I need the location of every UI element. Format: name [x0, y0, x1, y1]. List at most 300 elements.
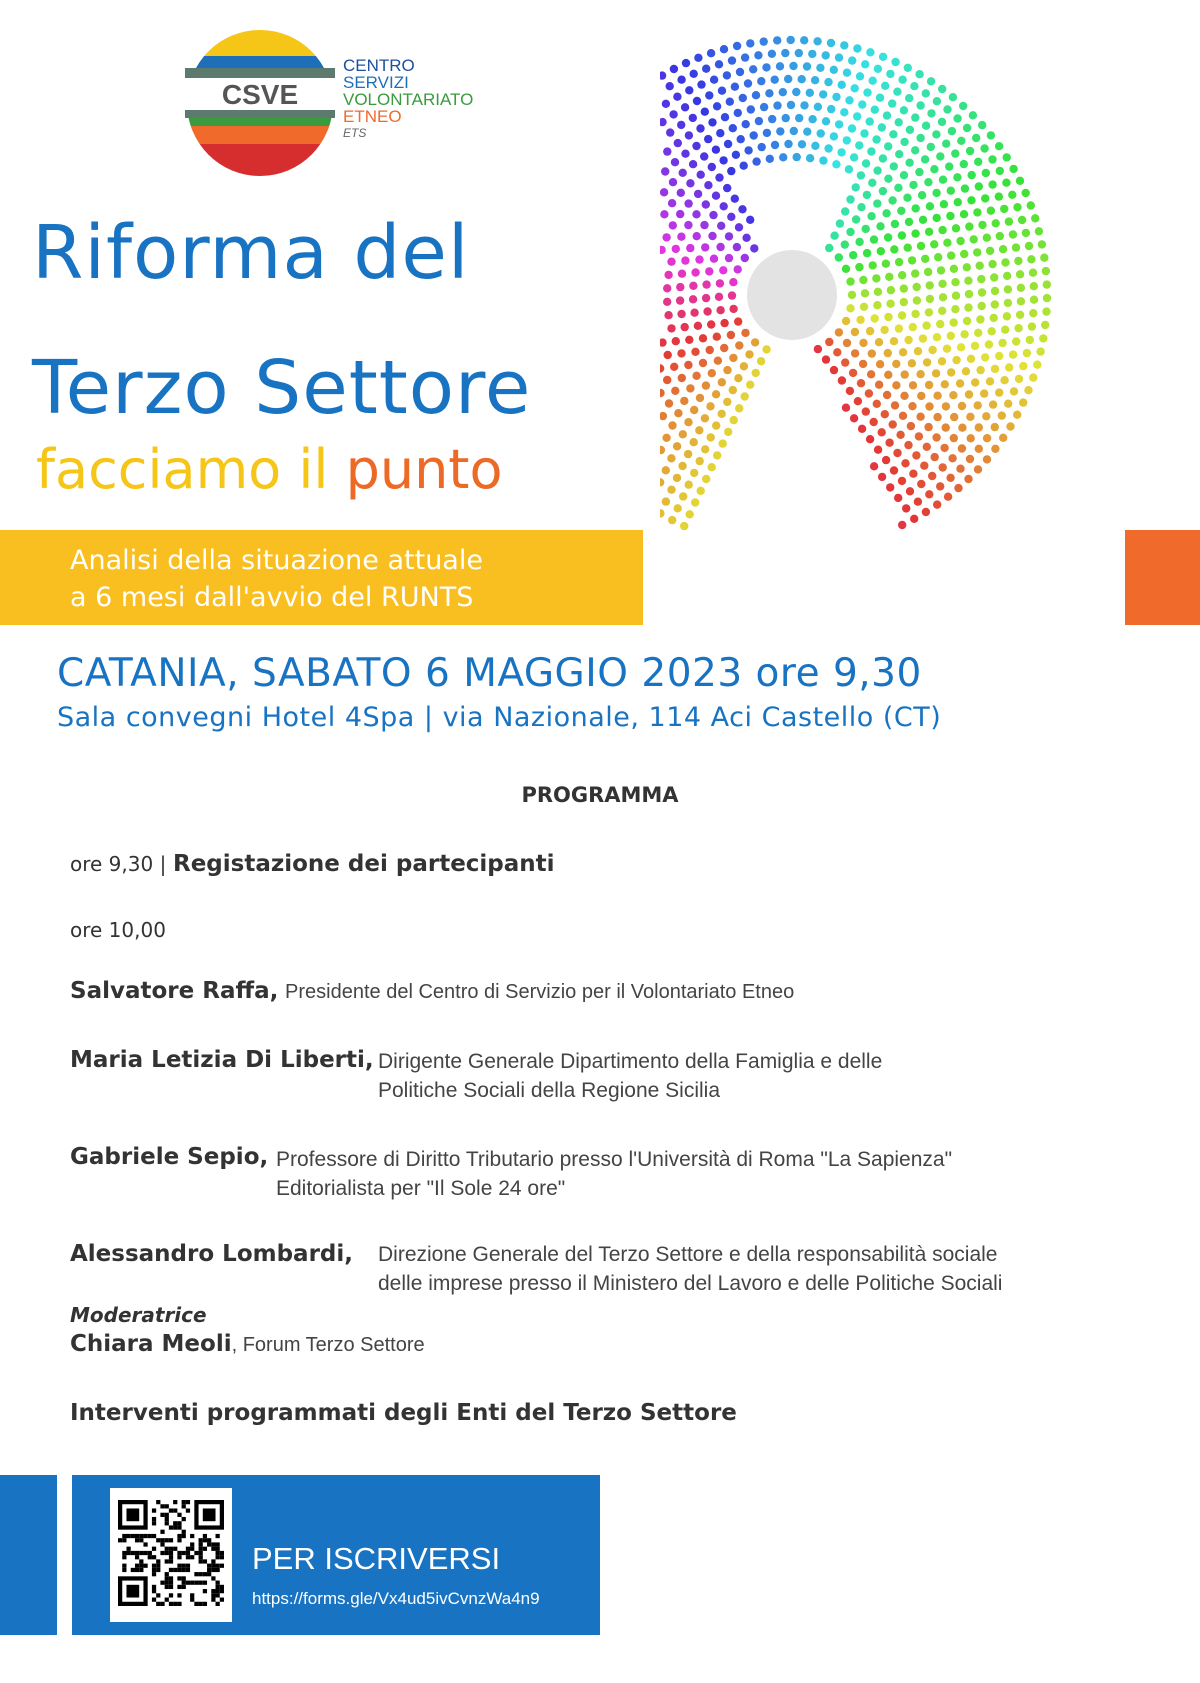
wheel-dot — [928, 346, 936, 354]
wheel-dot — [679, 492, 687, 500]
wheel-dot — [720, 319, 728, 327]
wheel-dot — [741, 53, 749, 61]
wheel-dot — [697, 171, 705, 179]
wheel-dot — [933, 500, 941, 508]
wheel-dot — [936, 320, 944, 328]
wheel-dot — [727, 331, 735, 339]
wheel-dot — [702, 381, 710, 389]
wheel-dot — [958, 424, 966, 432]
wheel-dot — [845, 96, 853, 104]
wheel-dot — [998, 339, 1006, 347]
wheel-dot — [952, 292, 960, 300]
wheel-dot — [676, 283, 684, 291]
wheel-dot — [842, 265, 850, 273]
wheel-dot — [674, 409, 682, 417]
wheel-dot — [738, 205, 746, 213]
speaker-role-line-1: Professore di Diritto Tributario presso l'Università di Roma "La Sapienza" — [276, 1148, 953, 1171]
wheel-dot — [720, 344, 728, 352]
wheel-dot — [728, 291, 736, 299]
wheel-dot — [911, 269, 919, 277]
wheel-dot — [895, 150, 903, 158]
wheel-dot — [741, 392, 749, 400]
wheel-dot — [933, 214, 941, 222]
wheel-dot — [905, 94, 913, 102]
wheel-dot — [705, 91, 713, 99]
wheel-dot — [694, 54, 702, 62]
wheel-dot — [701, 414, 709, 422]
wheel-dot — [1029, 309, 1037, 317]
wheel-dot — [905, 159, 913, 167]
wheel-dot — [693, 232, 701, 240]
wheel-dot — [886, 300, 894, 308]
wheel-dot — [750, 131, 758, 139]
wheel-dot — [956, 379, 964, 387]
wheel-dot — [974, 329, 982, 337]
wheel-dot — [981, 353, 989, 361]
wheel-dot — [932, 433, 940, 441]
wheel-dot — [695, 426, 703, 434]
wheel-dot — [757, 77, 765, 85]
wheel-dot — [840, 108, 848, 116]
wheel-dot — [729, 278, 737, 286]
wheel-dot — [1008, 191, 1016, 199]
wheel-dot — [1041, 321, 1049, 329]
wheel-dot — [830, 232, 838, 240]
wheel-dot — [787, 101, 795, 109]
wheel-dot — [909, 470, 917, 478]
wheel-dot — [863, 191, 871, 199]
wheel-dot — [1013, 203, 1021, 211]
wheel-dot — [904, 64, 912, 72]
wheel-dot — [900, 284, 908, 292]
wheel-dot — [893, 88, 901, 96]
wheel-dot — [900, 106, 908, 114]
wheel-dot — [664, 311, 672, 319]
wheel-dot — [660, 71, 666, 79]
wheel-dot — [660, 210, 668, 218]
wheel-dot — [953, 114, 961, 122]
second-session-time: ore 10,00 — [70, 918, 166, 942]
wheel-dot — [869, 77, 877, 85]
wheel-dot — [684, 418, 692, 426]
wheel-dot — [665, 399, 673, 407]
subtitle-part-2: punto — [345, 438, 503, 501]
wheel-dot — [690, 70, 698, 78]
wheel-dot — [766, 155, 774, 163]
wheel-dot — [690, 309, 698, 317]
wheel-dot — [1027, 255, 1035, 263]
wheel-dot — [808, 50, 816, 58]
wheel-dot — [866, 48, 874, 56]
wheel-dot — [705, 267, 713, 275]
wheel-dot — [684, 199, 692, 207]
wheel-dot — [898, 477, 906, 485]
wheel-dot — [811, 76, 819, 84]
wheel-dot — [692, 210, 700, 218]
wheel-dot — [878, 473, 886, 481]
wheel-dot — [730, 416, 738, 424]
wheel-dot — [806, 89, 814, 97]
wheel-dot — [885, 439, 893, 447]
wheel-dot — [851, 328, 859, 336]
wheel-dot — [832, 160, 840, 168]
wheel-dot — [742, 120, 750, 128]
wheel-dot — [866, 435, 874, 443]
wheel-dot — [943, 239, 951, 247]
wheel-dot — [713, 333, 721, 341]
wheel-dot — [863, 88, 871, 96]
wheel-dot — [942, 140, 950, 148]
logo-acronym: CSVE — [221, 79, 299, 110]
wheel-dot — [990, 273, 998, 281]
wheel-dot — [714, 357, 722, 365]
wheel-dot — [715, 293, 723, 301]
wheel-dot — [708, 118, 716, 126]
wheel-dot — [830, 66, 838, 74]
wheel-dot — [876, 360, 884, 368]
wheel-dot — [664, 271, 672, 279]
wheel-dot — [965, 390, 973, 398]
wheel-dot — [704, 181, 712, 189]
wheel-dot — [963, 263, 971, 271]
wheel-dot — [721, 113, 729, 121]
wheel-dot — [776, 62, 784, 70]
wheel-dot — [824, 78, 832, 86]
wheel-dot — [852, 183, 860, 191]
wheel-dot — [875, 381, 883, 389]
wheel-dot — [668, 421, 676, 429]
wheel-dot — [729, 386, 737, 394]
wheel-dot — [967, 196, 975, 204]
wheel-dot — [932, 189, 940, 197]
wheel-dot — [725, 254, 733, 262]
wheel-dot — [938, 307, 946, 315]
wheel-dot — [685, 86, 693, 94]
wheel-dot — [677, 189, 685, 197]
wheel-dot — [691, 498, 699, 506]
wheel-dot — [904, 244, 912, 252]
wheel-dot — [696, 394, 704, 402]
wheel-dot — [718, 410, 726, 418]
wheel-dot — [948, 127, 956, 135]
wheel-dot — [857, 203, 865, 211]
dotted-wheel-graphic — [660, 30, 1180, 630]
wheel-dot — [1006, 422, 1014, 430]
wheel-dot — [914, 498, 922, 506]
wheel-dot — [691, 348, 699, 356]
wheel-dot — [967, 434, 975, 442]
wheel-dot — [869, 261, 877, 269]
wheel-dot — [874, 446, 882, 454]
wheel-dot — [908, 256, 916, 264]
wheel-dot — [960, 250, 968, 258]
wheel-dot — [1030, 282, 1038, 290]
wheel-dot — [882, 260, 890, 268]
wheel-dot — [686, 510, 694, 518]
wheel-dot — [671, 387, 679, 395]
wheel-dot — [679, 430, 687, 438]
wheel-dot — [689, 282, 697, 290]
wheel-dot — [773, 36, 781, 44]
wheel-dot — [868, 349, 876, 357]
wheel-dot — [787, 36, 795, 44]
wheel-dot — [926, 202, 934, 210]
wheel-dot — [884, 175, 892, 183]
logo-line-4: ETNEO — [343, 107, 402, 126]
wheel-dot — [740, 362, 748, 370]
wheel-dot — [889, 420, 897, 428]
wheel-dot — [968, 171, 976, 179]
wheel-dot — [1022, 189, 1030, 197]
wheel-dot — [912, 451, 920, 459]
wheel-dot — [951, 149, 959, 157]
wheel-dot — [708, 369, 716, 377]
wheel-dot — [670, 363, 678, 371]
wheel-dot — [662, 466, 670, 474]
wheel-dot — [668, 199, 676, 207]
wheel-dot — [927, 143, 935, 151]
wheel-dot — [690, 406, 698, 414]
wheel-dot — [886, 70, 894, 78]
wheel-dot — [868, 179, 876, 187]
wheel-dot — [719, 266, 727, 274]
wheel-dot — [700, 152, 708, 160]
wheel-dot — [668, 516, 676, 524]
wheel-dot — [969, 111, 977, 119]
wheel-dot — [699, 359, 707, 367]
wheel-dot — [895, 118, 903, 126]
wheel-dot — [661, 167, 669, 175]
wheel-dot — [901, 459, 909, 467]
wheel-dot — [988, 260, 996, 268]
wheel-dot — [746, 39, 754, 47]
wheel-dot — [894, 184, 902, 192]
wheel-dot — [897, 207, 905, 215]
wheel-dot — [835, 120, 843, 128]
wheel-dot — [690, 469, 698, 477]
wheel-dot — [990, 314, 998, 322]
wheel-dot — [960, 330, 968, 338]
wheel-dot — [862, 407, 870, 415]
wheel-dot — [729, 354, 737, 362]
program-closing: Interventi programmati degli Enti del Terzo Settore — [70, 1400, 737, 1426]
wheel-dot — [915, 168, 923, 176]
wheel-dot — [825, 338, 833, 346]
wheel-dot — [936, 152, 944, 160]
wheel-dot — [1019, 362, 1027, 370]
wheel-dot — [943, 105, 951, 113]
wheel-dot — [746, 216, 754, 224]
wheel-dot — [963, 317, 971, 325]
wheel-dot — [830, 132, 838, 140]
logo-line-2: SERVIZI — [343, 73, 409, 92]
program-heading: PROGRAMMA — [521, 783, 679, 807]
wheel-dot — [898, 231, 906, 239]
wheel-dot — [920, 462, 928, 470]
wheel-dot — [712, 421, 720, 429]
wheel-dot — [998, 411, 1006, 419]
wheel-dot — [832, 93, 840, 101]
wheel-dot — [685, 481, 693, 489]
wheel-dot — [781, 49, 789, 57]
wheel-dot — [754, 51, 762, 59]
wheel-dot — [709, 211, 717, 219]
wheel-dot — [991, 365, 999, 373]
wheel-dot — [837, 148, 845, 156]
wheel-dot — [735, 404, 743, 412]
wheel-dot — [822, 51, 830, 59]
wheel-dot — [927, 109, 935, 117]
wheel-dot — [718, 378, 726, 386]
wheel-dot — [700, 221, 708, 229]
wheel-dot — [921, 255, 929, 263]
wheel-dot — [932, 130, 940, 138]
wheel-dot — [800, 36, 808, 44]
wheel-dot — [926, 281, 934, 289]
wheel-dot — [686, 384, 694, 392]
wheel-dot — [702, 200, 710, 208]
wheel-dot — [716, 306, 724, 314]
wheel-dot — [712, 146, 720, 154]
wheel-dot — [875, 338, 883, 346]
wheel-dot — [1042, 267, 1050, 275]
wheel-dot — [954, 484, 962, 492]
wheel-dot — [953, 173, 961, 181]
wheel-dot — [669, 221, 677, 229]
wheel-dot — [686, 244, 694, 252]
wheel-dot — [1016, 311, 1024, 319]
wheel-dot — [692, 372, 700, 380]
wheel-dot — [771, 141, 779, 149]
wheel-dot — [1022, 229, 1030, 237]
wheel-dot — [877, 247, 885, 255]
speaker-row — [70, 1144, 268, 1170]
wheel-dot — [707, 433, 715, 441]
wheel-dot — [909, 381, 917, 389]
wheel-dot — [908, 359, 916, 367]
wheel-dot — [755, 117, 763, 125]
wheel-dot — [974, 158, 982, 166]
qr-code-icon[interactable] — [118, 1500, 224, 1606]
wheel-dot — [678, 374, 686, 382]
wheel-dot — [692, 142, 700, 150]
wheel-dot — [681, 150, 689, 158]
wheel-dot — [939, 463, 947, 471]
wheel-dot — [689, 160, 697, 168]
wheel-dot — [870, 462, 878, 470]
wheel-dot — [704, 135, 712, 143]
wheel-dot — [960, 160, 968, 168]
wheel-dot — [1001, 326, 1009, 334]
wheel-dot — [1013, 411, 1021, 419]
wheel-dot — [915, 432, 923, 440]
wheel-dot — [846, 277, 854, 285]
wheel-dot — [924, 268, 932, 276]
wheel-dot — [674, 504, 682, 512]
wheel-dot — [885, 273, 893, 281]
wheel-dot — [757, 357, 765, 365]
wheel-dot — [732, 151, 740, 159]
wheel-dot — [926, 295, 934, 303]
wheel-dot — [1040, 254, 1048, 262]
wheel-dot — [708, 163, 716, 171]
wheel-dot — [876, 94, 884, 102]
wheel-dot — [684, 450, 692, 458]
registration-link[interactable]: https://forms.gle/Vx4ud5ivCvnzWa4n9 — [252, 1589, 540, 1608]
wheel-dot — [946, 212, 954, 220]
wheel-dot — [1016, 177, 1024, 185]
wheel-dot — [662, 100, 670, 108]
wheel-dot — [695, 255, 703, 263]
wheel-dot — [843, 339, 851, 347]
wheel-dot — [742, 234, 750, 242]
wheel-dot — [1043, 294, 1051, 302]
wheel-dot — [947, 187, 955, 195]
wheel-dot — [702, 65, 710, 73]
wheel-dot — [666, 82, 674, 90]
wheel-dot — [958, 444, 966, 452]
wheel-dot — [835, 53, 843, 61]
wheel-dot — [750, 244, 758, 252]
wheel-dot — [848, 56, 856, 64]
wheel-dot — [841, 207, 849, 215]
wheel-dot — [967, 355, 975, 363]
wheel-dot — [895, 258, 903, 266]
wheel-dot — [773, 101, 781, 109]
band-line-2: a 6 mesi dall'avvio del RUNTS — [70, 582, 474, 613]
wheel-dot — [841, 240, 849, 248]
wheel-dot — [950, 318, 958, 326]
wheel-dot — [942, 402, 950, 410]
wheel-dot — [970, 235, 978, 243]
wheel-dot — [723, 184, 731, 192]
wheel-dot — [906, 126, 914, 134]
wheel-dot — [895, 324, 903, 332]
wheel-dot — [779, 88, 787, 96]
wheel-dot — [660, 412, 667, 420]
wheel-dot — [988, 327, 996, 335]
wheel-dot — [734, 109, 742, 117]
wheel-dot — [927, 77, 935, 85]
wheel-dot — [1019, 398, 1027, 406]
wheel-dot — [1043, 280, 1051, 288]
speaker-role — [378, 1240, 1002, 1298]
wheel-dot — [914, 347, 922, 355]
wheel-dot — [980, 389, 988, 397]
wheel-dot — [798, 75, 806, 83]
wheel-dot — [736, 68, 744, 76]
wheel-dot — [734, 317, 742, 325]
wheel-dot — [822, 355, 830, 363]
wheel-dot — [862, 225, 870, 233]
wheel-dot — [900, 138, 908, 146]
wheel-dot — [814, 103, 822, 111]
wheel-dot — [922, 89, 930, 97]
wheel-dot — [863, 249, 871, 257]
wheel-dot — [771, 76, 779, 84]
wheel-dot — [789, 62, 797, 70]
wheel-dot — [991, 423, 999, 431]
wheel-dot — [1042, 307, 1050, 315]
wheel-dot — [677, 349, 685, 357]
speaker-role — [378, 1047, 882, 1105]
wheel-dot — [988, 180, 996, 188]
wheel-dot — [919, 334, 927, 342]
wheel-dot — [916, 370, 924, 378]
wheel-dot — [673, 442, 681, 450]
wheel-dot — [860, 303, 868, 311]
wheel-center-disc — [747, 250, 837, 340]
